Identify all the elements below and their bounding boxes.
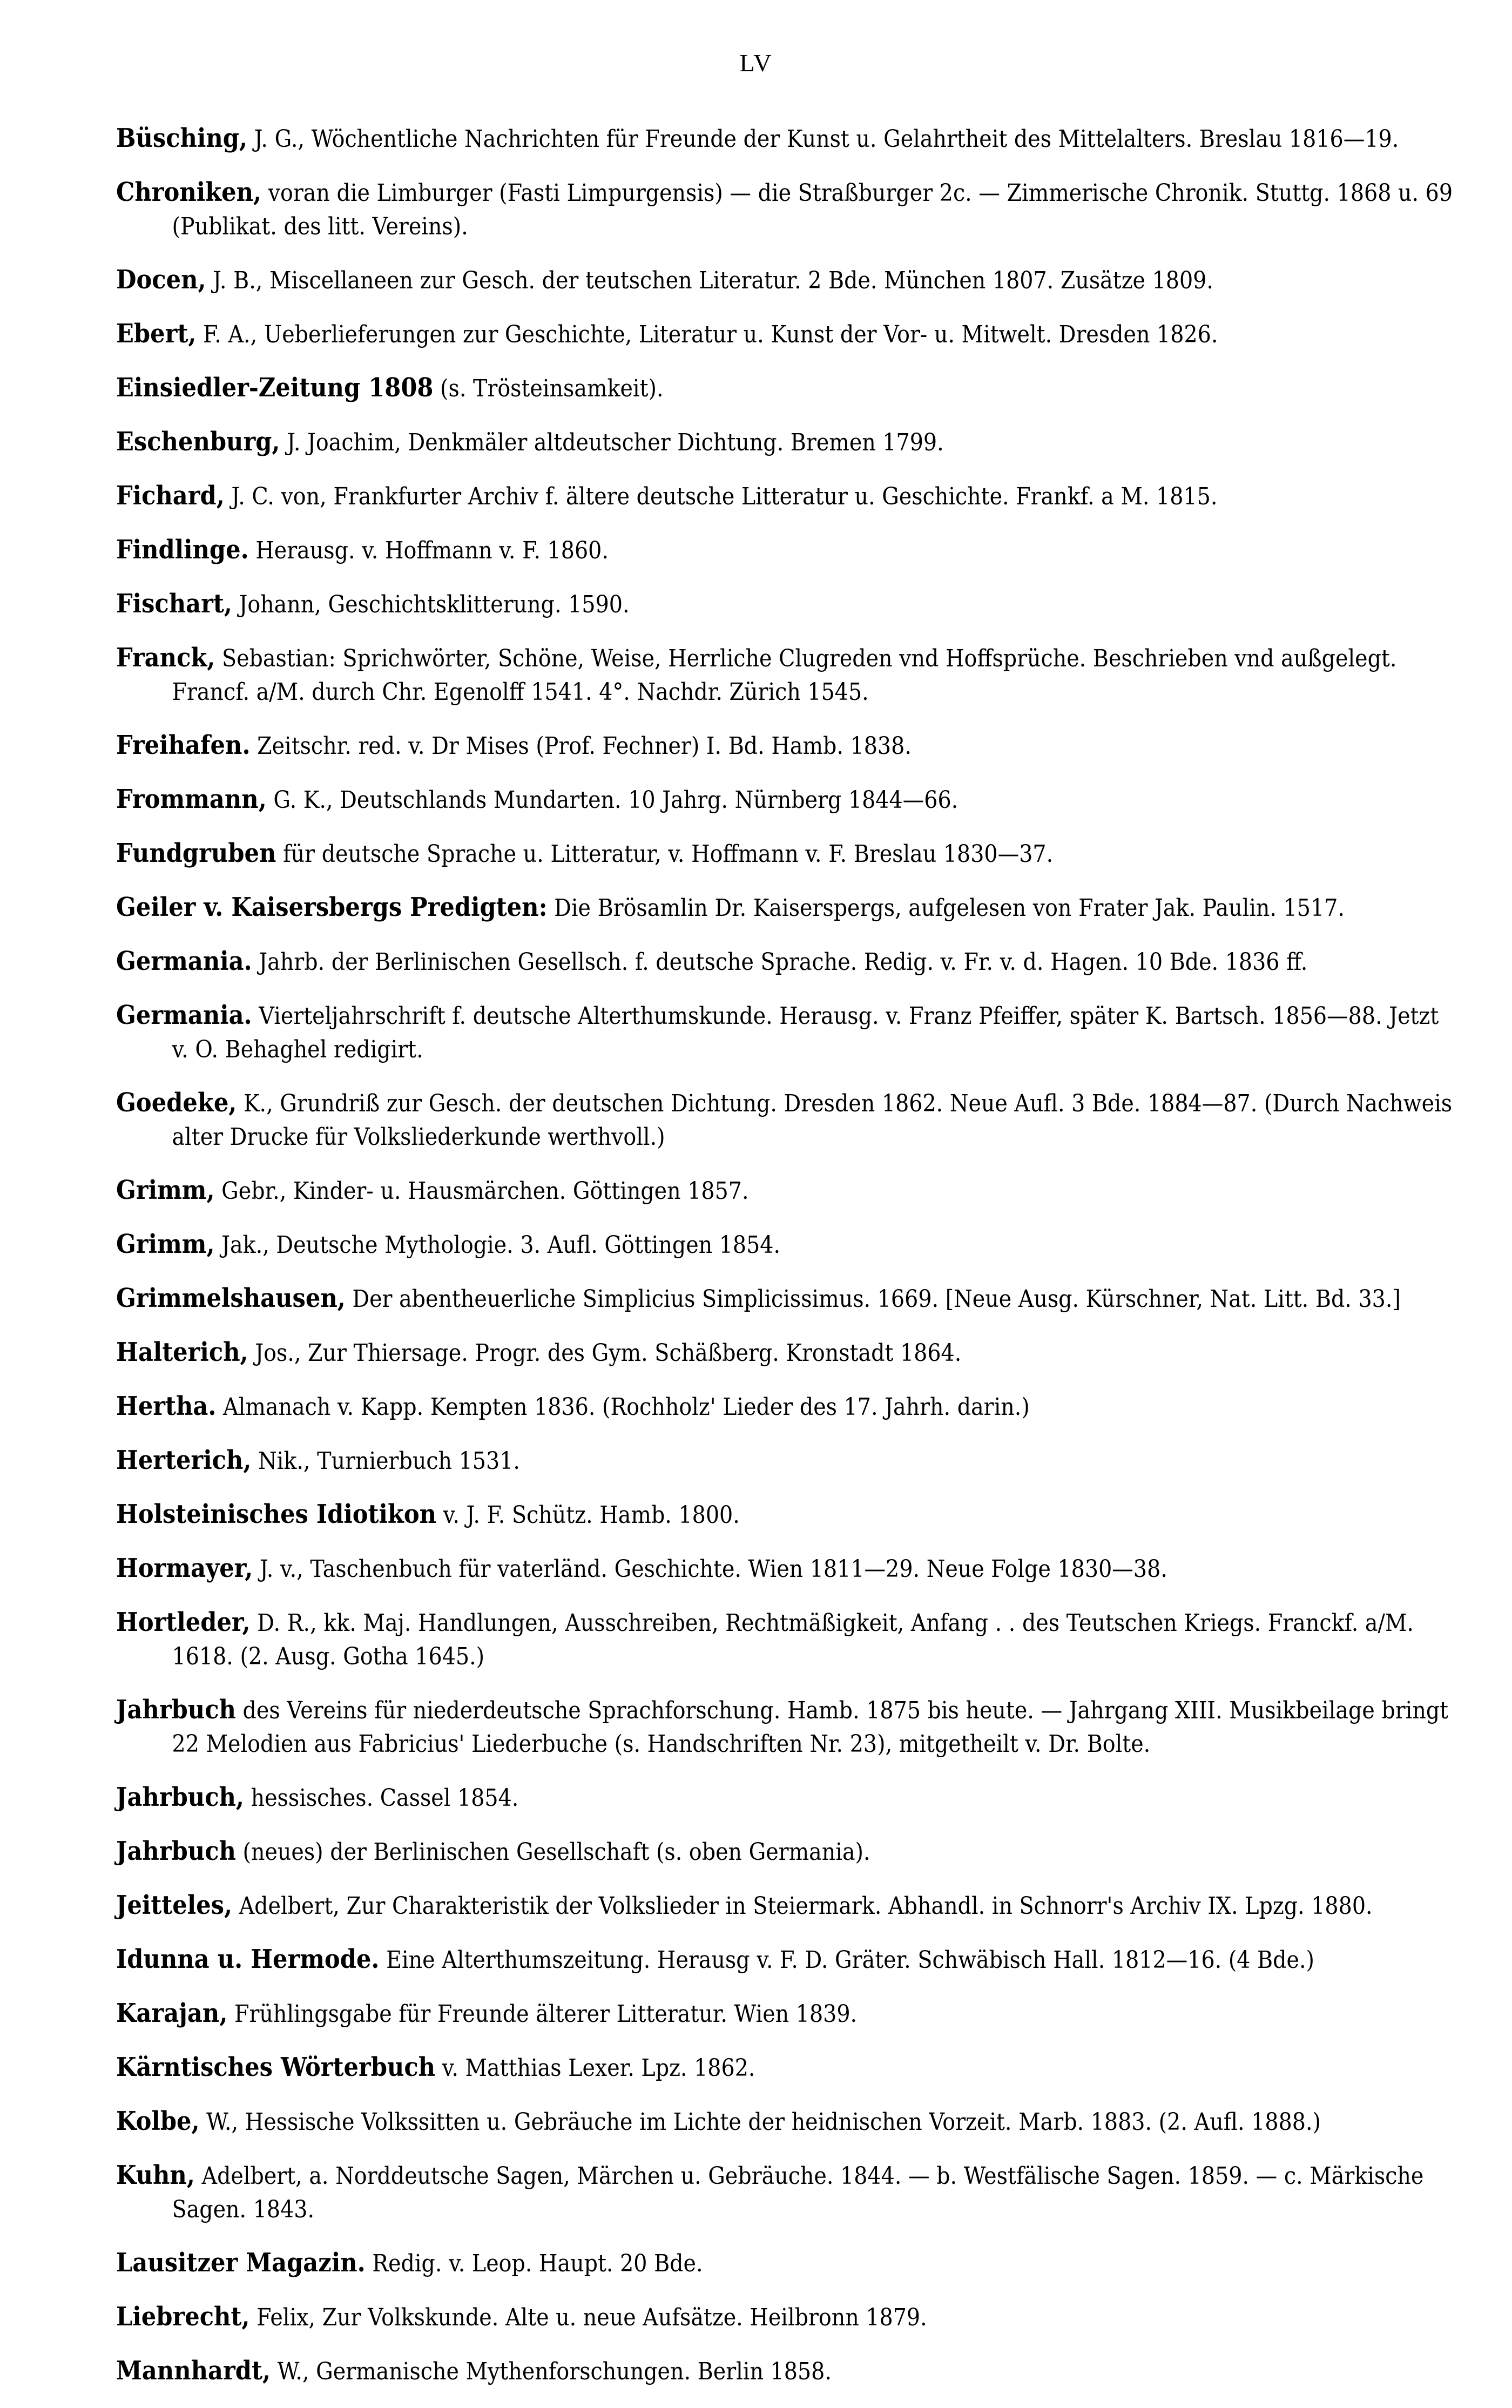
entry-heading: Holsteinisches Idiotikon (116, 1499, 437, 1529)
entry-heading: Kärntisches Wörterbuch (116, 2052, 436, 2082)
bibliography-entry (116, 263, 1460, 298)
entry-heading: Karajan, (116, 1998, 228, 2028)
bibliography-entry (116, 2159, 1460, 2227)
bibliography-entry (116, 122, 1460, 156)
entry-text: Eine Alterthumszeitung. Herausg v. F. D. Gräter. Schwäbisch Hall. 1812—16. (4 Bde.) (386, 1946, 1314, 1974)
entry-heading: Fichard, (116, 481, 225, 511)
entry-text: voran die Limburger (Fasti Limpurgensis) — die Straßburger 2c. — Zimmerische Chronik. Stuttg. 1868 u. 69 (Publikat. des litt. Vereins). (172, 179, 1453, 240)
entry-heading: Mannhardt, (116, 2356, 271, 2386)
bibliography-entry (116, 837, 1460, 871)
entry-text: hessisches. Cassel 1854. (251, 1784, 519, 1812)
bibliography-entry (116, 945, 1460, 979)
entry-heading: Einsiedler-Zeitung 1808 (116, 373, 434, 403)
entry-text: Die Brösamlin Dr. Kaiserspergs, aufgelesen von Frater Jak. Paulin. 1517. (554, 894, 1345, 922)
entry-heading: Hortleder, (116, 1607, 251, 1637)
bibliography-entry (116, 2105, 1460, 2139)
bibliography-entry (116, 317, 1460, 352)
entry-text: Jos., Zur Thiersage. Progr. des Gym. Schäßberg. Kronstadt 1864. (255, 1339, 962, 1367)
entry-heading: Halterich, (116, 1337, 248, 1367)
entry-text: Herausg. v. Hoffmann v. F. 1860. (255, 537, 609, 564)
entry-heading: Kolbe, (116, 2106, 200, 2136)
entry-text: (neues) der Berlinischen Gesellschaft (s. oben Germania). (242, 1838, 870, 1866)
entry-heading: Jahrbuch, (116, 1782, 244, 1812)
bibliography-entry (116, 2354, 1460, 2389)
entry-text: Vierteljahrschrift f. deutsche Alterthumskunde. Herausg. v. Franz Pfeiffer, später K. Bartsch. 1856—88. Jetzt v. O. Behaghel redigirt. (172, 1002, 1439, 1063)
entry-heading: Goedeke, (116, 1088, 237, 1118)
bibliography-entry (116, 2246, 1460, 2281)
entry-text: für deutsche Sprache u. Litteratur, v. Hoffmann v. F. Breslau 1830—37. (283, 840, 1054, 868)
entry-text: Adelbert, a. Norddeutsche Sagen, Märchen u. Gebräuche. 1844. — b. Westfälische Sagen. 1859. — c. Märkische Sagen. 1843. (172, 2162, 1424, 2223)
page-number: LV (739, 49, 773, 77)
bibliography-entry (116, 1606, 1460, 1674)
entry-text: Jak., Deutsche Mythologie. 3. Aufl. Göttingen 1854. (221, 1231, 781, 1259)
entry-text: Almanach v. Kapp. Kempten 1836. (Rochholz' Lieder des 17. Jahrh. darin.) (223, 1393, 1030, 1421)
bibliography-entry (116, 176, 1460, 244)
entry-text: Redig. v. Leop. Haupt. 20 Bde. (372, 2250, 703, 2277)
entry-text: Frühlingsgabe für Freunde älterer Litteratur. Wien 1839. (234, 2000, 858, 2028)
bibliography-entry (116, 2300, 1460, 2335)
bibliography-entry (116, 1552, 1460, 1586)
bibliography-entry (116, 1335, 1460, 1370)
bibliography-entry (116, 1996, 1460, 2031)
entry-text: J. C. von, Frankfurter Archiv f. ältere deutsche Litteratur u. Geschichte. Frankf. a M. 1815. (231, 483, 1218, 510)
entry-heading: Kuhn, (116, 2160, 195, 2190)
entry-text: W., Hessische Volkssitten u. Gebräuche im Lichte der heidnischen Vorzeit. Marb. 1883. (2. Aufl. 1888.) (206, 2108, 1321, 2136)
entry-text: v. Matthias Lexer. Lpz. 1862. (442, 2054, 755, 2082)
bibliography-entry (116, 1281, 1460, 1316)
bibliography-entry (116, 1780, 1460, 1815)
bibliography-entry (116, 371, 1460, 406)
entry-heading: Liebrecht, (116, 2302, 250, 2332)
bibliography-entry (116, 641, 1460, 709)
entry-heading: Germania. (116, 1000, 252, 1030)
bibliography-entry (116, 783, 1460, 817)
entry-text: Jahrb. der Berlinischen Gesellsch. f. deutsche Sprache. Redig. v. Fr. v. d. Hagen. 10 Bde. 1836 ff. (259, 948, 1308, 976)
bibliography-entry (116, 479, 1460, 514)
entry-text: Sebastian: Sprichwörter, Schöne, Weise, Herrliche Clugreden vnd Hoffsprüche. Beschrieben vnd außgelegt. Francf. a/M. durch Chr. Egenolff 1541. 4°. Nachdr. Zürich 1545. (172, 645, 1397, 706)
entry-text: des Vereins für niederdeutsche Sprachforschung. Hamb. 1875 bis heute. — Jahrgang XIII. Musikbeilage bringt 22 Melodien aus Fabricius' Liederbuche (s. Handschriften Nr. 23), mitgetheilt v. Dr. Bolte. (172, 1697, 1449, 1758)
entry-text: J. Joachim, Denkmäler altdeutscher Dichtung. Bremen 1799. (287, 429, 944, 456)
entry-heading: Hormayer, (116, 1553, 253, 1583)
entry-heading: Jahrbuch (116, 1836, 236, 1866)
entry-text: Der abentheuerliche Simplicius Simplicissimus. 1669. [Neue Ausg. Kürschner, Nat. Litt. Bd. 33.] (352, 1285, 1401, 1313)
entry-text: Gebr., Kinder- u. Hausmärchen. Göttingen 1857. (221, 1177, 749, 1205)
bibliography-entry (116, 533, 1460, 568)
entry-heading: Idunna u. Hermode. (116, 1944, 380, 1974)
entry-text: K., Grundriß zur Gesch. der deutschen Dichtung. Dresden 1862. Neue Aufl. 3 Bde. 1884—87. (Durch Nachweis alter Drucke für Volksliederkunde werthvoll.) (172, 1090, 1453, 1151)
bibliography-entry (116, 1834, 1460, 1869)
entry-heading: Docen, (116, 265, 206, 295)
bibliography-entry (116, 1390, 1460, 1424)
bibliography-entry (116, 2050, 1460, 2085)
entry-text: J. B., Miscellaneen zur Gesch. der teutschen Literatur. 2 Bde. München 1807. Zusätze 1809. (213, 267, 1213, 294)
entry-text: W., Germanische Mythenforschungen. Berlin 1858. (277, 2358, 832, 2385)
entry-heading: Jeitteles, (116, 1890, 232, 1920)
entry-heading: Freihafen. (116, 730, 251, 760)
entry-heading: Ebert, (116, 319, 197, 349)
bibliography-entry (116, 425, 1460, 460)
entry-text: F. A., Ueberlieferungen zur Geschichte, Literatur u. Kunst der Vor- u. Mitwelt. Dresden 1826. (202, 321, 1218, 348)
entry-heading: Findlinge. (116, 535, 249, 565)
bibliography-entry (116, 1086, 1460, 1154)
entry-heading: Grimm, (116, 1175, 215, 1205)
entry-text: D. R., kk. Maj. Handlungen, Ausschreiben, Rechtmäßigkeit, Anfang . . des Teutschen Kriegs. Franckf. a/M. 1618. (2. Ausg. Gotha 1645.) (172, 1609, 1414, 1670)
bibliography-entry (116, 891, 1460, 925)
entry-heading: Grimmelshausen, (116, 1283, 346, 1313)
entry-text: v. J. F. Schütz. Hamb. 1800. (443, 1501, 740, 1529)
bibliography-entry (116, 1888, 1460, 1923)
entry-heading: Lausitzer Magazin. (116, 2248, 366, 2278)
entry-heading: Jahrbuch (116, 1695, 236, 1725)
bibliography-entry (116, 1444, 1460, 1478)
entry-heading: Grimm, (116, 1229, 215, 1259)
entry-text: G. K., Deutschlands Mundarten. 10 Jahrg. Nürnberg 1844—66. (273, 786, 959, 814)
entry-heading: Fundgruben (116, 838, 276, 868)
entry-heading: Büsching, (116, 123, 248, 153)
entry-heading: Geiler v. Kaisersbergs Predigten: (116, 892, 548, 922)
entry-text: (s. Trösteinsamkeit). (440, 375, 664, 402)
entry-heading: Herterich, (116, 1445, 252, 1475)
bibliography-entry (116, 729, 1460, 763)
bibliography-entry (116, 1498, 1460, 1532)
bibliography-entry (116, 1173, 1460, 1208)
entry-heading: Hertha. (116, 1391, 217, 1421)
entry-text: Zeitschr. red. v. Dr Mises (Prof. Fechner) I. Bd. Hamb. 1838. (257, 732, 912, 760)
entry-heading: Fischart, (116, 589, 232, 619)
entry-heading: Germania. (116, 946, 252, 976)
entry-text: Nik., Turnierbuch 1531. (258, 1447, 520, 1475)
entry-heading: Frommann, (116, 784, 267, 814)
entry-text: Johann, Geschichtsklitterung. 1590. (239, 591, 630, 618)
bibliography-entry (116, 1227, 1460, 1262)
bibliography-entry (116, 587, 1460, 622)
entry-text: J. G., Wöchentliche Nachrichten für Freunde der Kunst u. Gelahrtheit des Mittelalters. Breslau 1816—19. (254, 125, 1399, 153)
entry-heading: Chroniken, (116, 177, 262, 207)
entry-text: Felix, Zur Volkskunde. Alte u. neue Aufsätze. Heilbronn 1879. (256, 2304, 927, 2331)
bibliography-entry (116, 999, 1460, 1067)
entry-heading: Franck, (116, 643, 215, 673)
entry-heading: Eschenburg, (116, 427, 280, 457)
bibliography-entry (116, 1693, 1460, 1761)
entry-text: Adelbert, Zur Charakteristik der Volkslieder in Steiermark. Abhandl. in Schnorr's Archiv IX. Lpzg. 1880. (239, 1892, 1373, 1920)
bibliography-list (116, 122, 1453, 2408)
bibliography-entry (116, 1942, 1460, 1977)
entry-text: J. v., Taschenbuch für vaterländ. Geschichte. Wien 1811—29. Neue Folge 1830—38. (259, 1555, 1167, 1583)
